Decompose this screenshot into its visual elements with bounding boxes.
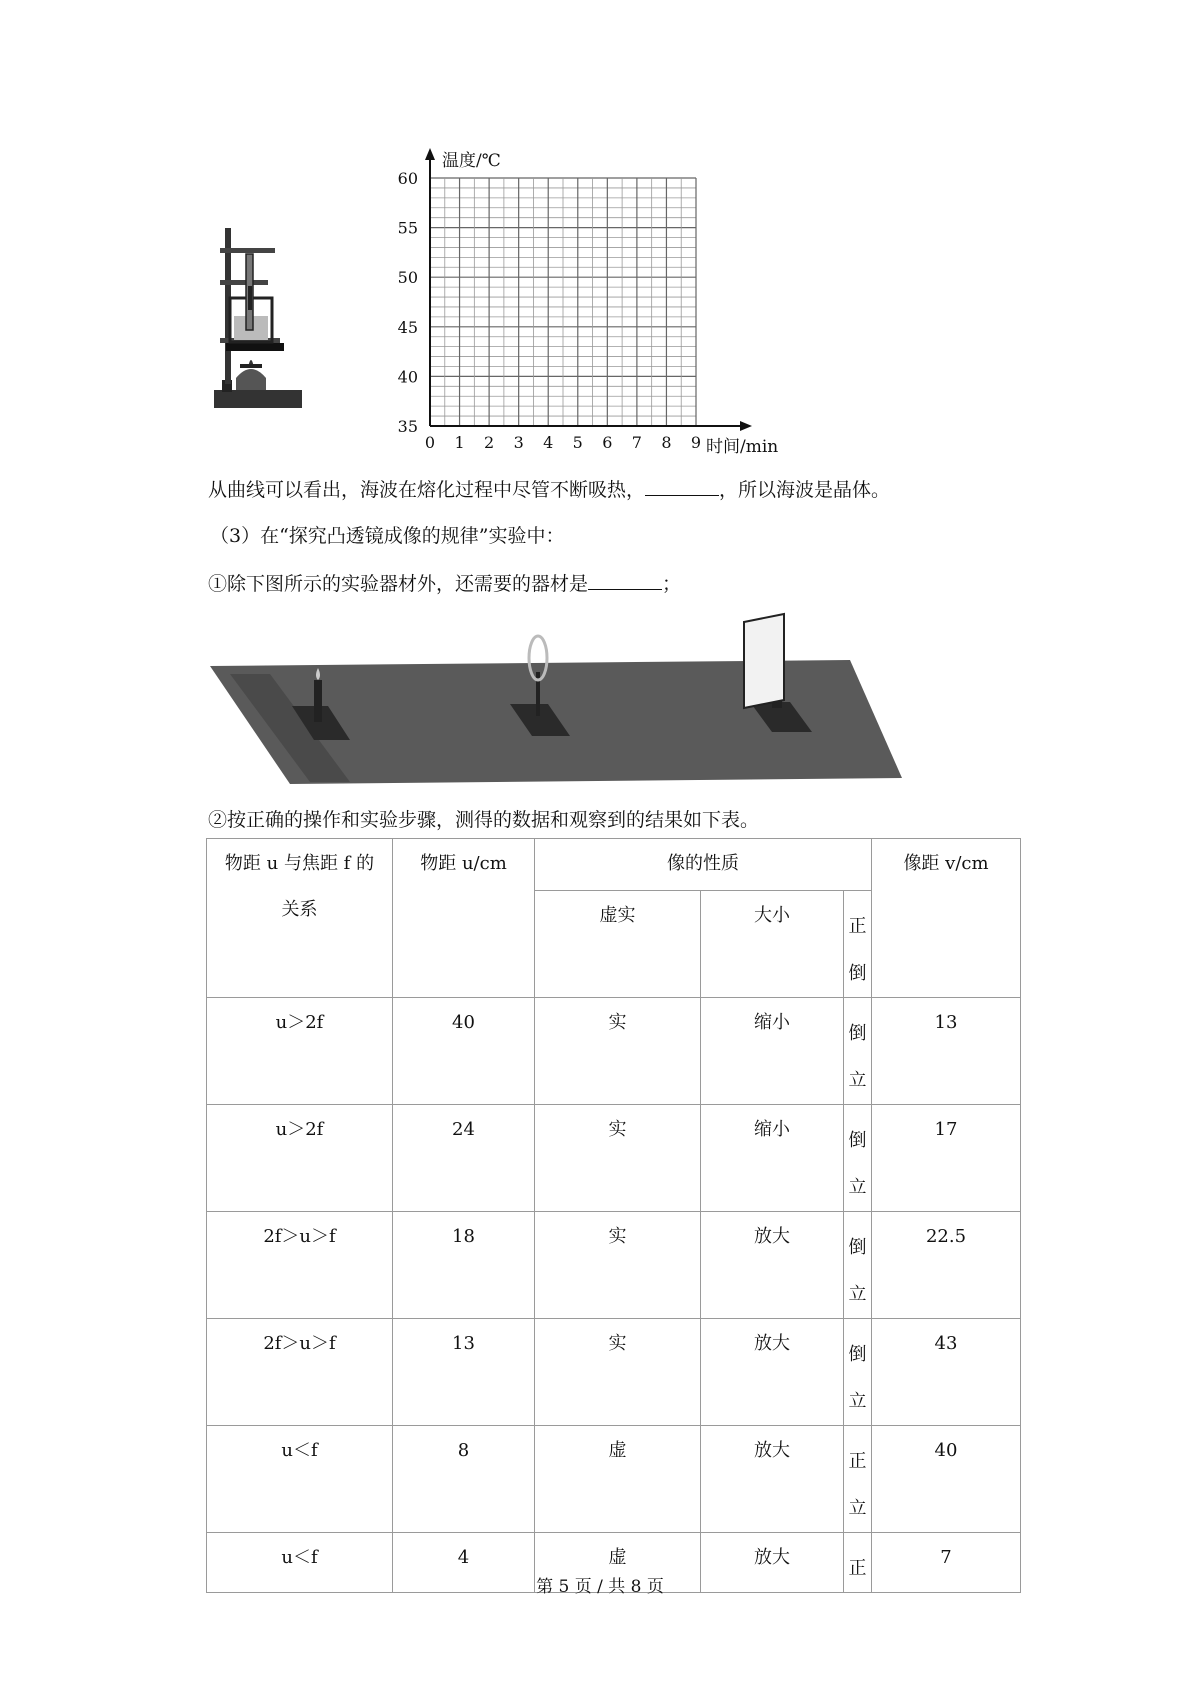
cell-real-virtual: 虚 [535, 1533, 701, 1593]
cell-object-distance: 40 [393, 998, 535, 1105]
cell-orientation [844, 1105, 872, 1212]
lens-imaging-data-table [206, 838, 1021, 1593]
cell-relation: u＞2f [207, 1105, 393, 1212]
cell-image-distance: 43 [872, 1319, 1021, 1426]
cell-size: 放大 [701, 1319, 844, 1426]
cell-orientation-a: 倒 [848, 1237, 867, 1258]
cell-object-distance: 8 [393, 1426, 535, 1533]
table-row [207, 1105, 1021, 1212]
cell-orientation-b: 立 [848, 1070, 867, 1091]
x-tick-label: 9 [690, 433, 702, 452]
temperature-time-chart [380, 148, 820, 458]
cell-relation: 2f＞u＞f [207, 1319, 393, 1426]
chart-grid [430, 178, 696, 426]
x-tick-label: 5 [572, 433, 583, 452]
y-tick-label: 45 [397, 317, 418, 337]
header-image-distance: 像距 v/cm [872, 839, 1021, 998]
y-tick-label: 40 [397, 367, 418, 387]
cell-real-virtual: 实 [535, 1212, 701, 1319]
x-axis-label: 时间/min [706, 437, 779, 457]
cell-orientation-b: 立 [848, 1498, 867, 1519]
header-object-distance: 物距 u/cm [393, 839, 535, 998]
cell-orientation [844, 1319, 872, 1426]
cell-orientation [844, 1212, 872, 1319]
cell-size: 放大 [701, 1533, 844, 1593]
page-footer: 第 5 页 / 共 8 页 [536, 1577, 664, 1597]
header-orientation-b: 倒 [848, 963, 867, 984]
header-relation [207, 839, 393, 998]
cell-real-virtual: 虚 [535, 1426, 701, 1533]
x-tick-label: 4 [543, 433, 554, 452]
cell-object-distance: 24 [393, 1105, 535, 1212]
question-line-1-end: ，所以海波是晶体。 [719, 479, 891, 501]
x-tick-label: 8 [661, 433, 672, 452]
heating-apparatus-figure [208, 228, 308, 413]
cell-image-distance: 40 [872, 1426, 1021, 1533]
cell-relation: u＞2f [207, 998, 393, 1105]
header-orientation-a: 正 [848, 916, 867, 937]
y-tick-label: 60 [397, 169, 418, 188]
cell-image-distance: 7 [872, 1533, 1021, 1593]
cell-object-distance: 18 [393, 1212, 535, 1319]
y-axis-label: 温度/℃ [442, 151, 501, 171]
x-tick-label: 1 [454, 433, 465, 452]
header-real-virtual: 虚实 [535, 891, 701, 998]
header-relation-line-b: 关系 [281, 899, 318, 920]
y-tick-label: 55 [397, 218, 418, 238]
table-row [207, 1319, 1021, 1426]
cell-orientation-a: 倒 [848, 1130, 867, 1151]
cell-orientation-b: 立 [848, 1391, 867, 1412]
question-line-1 [208, 475, 890, 504]
cell-object-distance: 4 [393, 1533, 535, 1593]
table-header-row-1 [207, 839, 1021, 891]
cell-orientation-a: 倒 [848, 1023, 867, 1044]
question-line-3-end: ； [662, 573, 682, 595]
cell-real-virtual: 实 [535, 1319, 701, 1426]
x-tick-label: 0 [424, 433, 436, 452]
y-tick-labels [398, 169, 418, 436]
x-tick-label: 3 [513, 433, 524, 452]
cell-size: 缩小 [701, 1105, 844, 1212]
y-tick-label: 50 [397, 268, 418, 288]
answer-blank-2[interactable] [588, 569, 662, 590]
cell-orientation [844, 1426, 872, 1533]
x-tick-label: 7 [631, 433, 642, 452]
table-row [207, 1426, 1021, 1533]
table-row [207, 998, 1021, 1105]
cell-image-distance: 17 [872, 1105, 1021, 1212]
y-tick-label: 35 [397, 417, 418, 436]
cell-orientation-a: 正 [848, 1451, 867, 1472]
cell-real-virtual: 实 [535, 1105, 701, 1212]
cell-real-virtual: 实 [535, 998, 701, 1105]
cell-orientation [844, 998, 872, 1105]
cell-size: 放大 [701, 1212, 844, 1319]
question-line-2: （3）在“探究凸透镜成像的规律”实验中： [210, 525, 565, 547]
x-tick-labels [425, 433, 701, 452]
cell-relation: u＜f [207, 1533, 393, 1593]
cell-orientation-a: 倒 [848, 1344, 867, 1365]
cell-relation: 2f＞u＞f [207, 1212, 393, 1319]
optical-bench-figure [210, 608, 902, 788]
answer-blank-1[interactable] [645, 475, 719, 496]
cell-object-distance: 13 [393, 1319, 535, 1426]
header-size: 大小 [701, 891, 844, 998]
header-relation-line-a: 物距 u 与焦距 f 的 [224, 853, 375, 874]
cell-image-distance: 13 [872, 998, 1021, 1105]
cell-size: 放大 [701, 1426, 844, 1533]
cell-relation: u＜f [207, 1426, 393, 1533]
question-line-1-text: 从曲线可以看出，海波在熔化过程中尽管不断吸热， [208, 479, 646, 501]
cell-orientation-b: 立 [848, 1177, 867, 1198]
table-row [207, 1212, 1021, 1319]
header-orientation [844, 891, 872, 998]
x-tick-label: 2 [484, 433, 495, 452]
header-image-nature: 像的性质 [535, 839, 872, 891]
question-line-3 [208, 569, 681, 598]
cell-orientation-b: 立 [848, 1284, 867, 1305]
question-line-3-text: ①除下图所示的实验器材外，还需要的器材是 [208, 573, 589, 595]
cell-image-distance: 22.5 [872, 1212, 1021, 1319]
question-line-4: ②按正确的操作和实验步骤，测得的数据和观察到的结果如下表。 [208, 809, 760, 831]
cell-size: 缩小 [701, 998, 844, 1105]
cell-orientation-a: 正 [848, 1558, 867, 1579]
x-tick-label: 6 [602, 433, 613, 452]
